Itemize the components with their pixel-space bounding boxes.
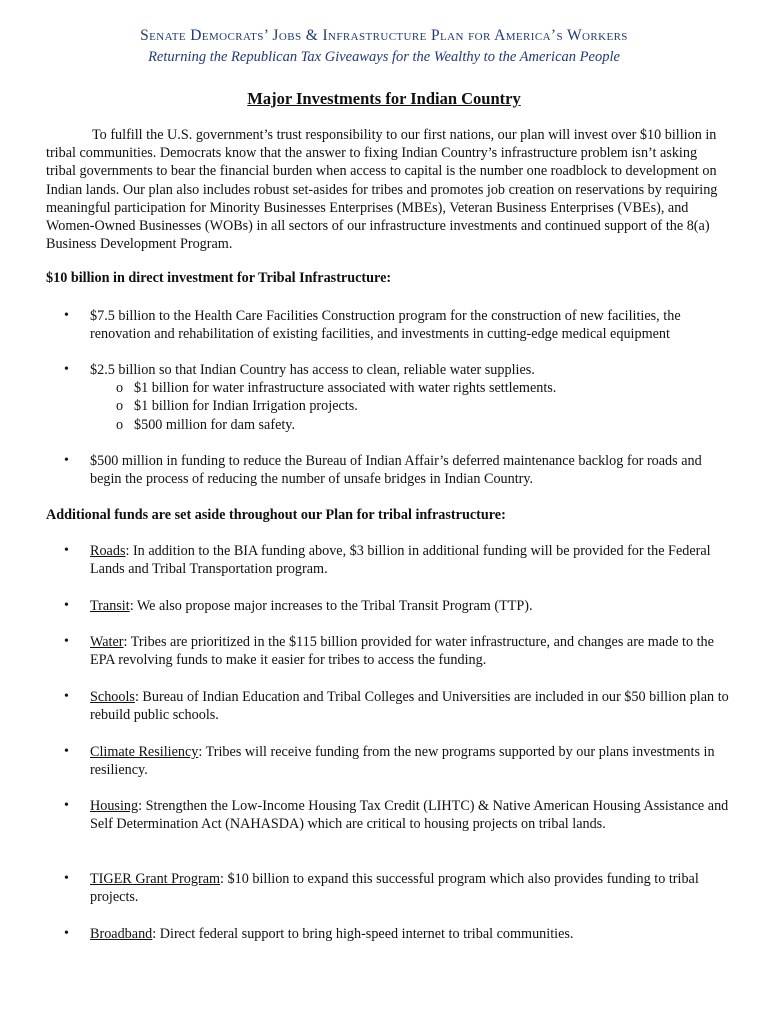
section-heading-direct-investment: $10 billion in direct investment for Tribal Infrastructure:	[46, 270, 392, 286]
bullet-glyph: •	[64, 362, 69, 377]
bullet-text	[90, 925, 730, 943]
bullet-transit	[46, 597, 726, 615]
bullet-glyph: •	[64, 689, 69, 704]
bullet-water	[46, 633, 726, 669]
sub-bullet-dam-safety	[116, 416, 726, 434]
bullet-text	[90, 597, 730, 615]
bullet-climate-resiliency	[46, 743, 726, 779]
bullet-body: : $10 billion to expand this successful program which also provides funding to tribal projects.	[90, 871, 699, 906]
bullet-text	[90, 743, 730, 779]
letterhead-title: Senate Democrats’ Jobs & Infrastructure Plan for America’s Workers	[140, 27, 628, 44]
bullet-body: : In addition to the BIA funding above, $3 billion in additional funding will be provided for the Federal Lands and Tribal Transportation program.	[90, 543, 711, 578]
bullet-body: : Bureau of Indian Education and Tribal Colleges and Universities are included in our $50 billion plan to rebuild public schools.	[90, 689, 729, 724]
bullet-text: $2.5 billion so that Indian Country has access to clean, reliable water supplies.	[90, 362, 535, 378]
sub-bullet-text: $500 million for dam safety.	[134, 416, 296, 433]
bullet-text	[90, 542, 730, 578]
bullet-text	[90, 797, 730, 833]
bullet-broadband	[46, 925, 726, 943]
bullet-label: Water	[90, 634, 124, 650]
sub-bullet-text: $1 billion for Indian Irrigation projects.	[134, 398, 358, 415]
bullet-text	[90, 870, 730, 906]
document-title: Major Investments for Indian Country	[247, 89, 521, 108]
bullet-schools	[46, 688, 729, 724]
bullet-glyph: •	[64, 871, 69, 886]
sub-bullet-glyph: o	[116, 398, 124, 415]
bullet-label: TIGER Grant Program	[90, 871, 221, 887]
sub-bullet-glyph: o	[116, 416, 124, 433]
bullet-glyph: •	[64, 744, 69, 759]
sub-bullet-glyph: o	[116, 380, 124, 397]
bullet-text	[90, 688, 730, 724]
bullet-glyph: •	[64, 308, 69, 323]
bullet-text	[90, 633, 730, 669]
bullet-glyph: •	[64, 598, 69, 613]
sub-bullet-irrigation	[116, 397, 726, 415]
bullet-bia-roads	[46, 452, 726, 488]
bullet-label: Transit	[90, 598, 130, 614]
bullet-roads	[46, 542, 726, 578]
bullet-label: Schools	[90, 689, 135, 705]
bullet-body: : Strengthen the Low-Income Housing Tax Credit (LIHTC) & Native American Housing Assistance and Self Determination Act (NAHASDA) which are critical to housing projects on tribal lands.	[90, 798, 729, 833]
bullet-water-supplies	[46, 361, 726, 434]
letterhead-subtitle: Returning the Republican Tax Giveaways for the Wealthy to the American People	[148, 49, 620, 65]
intro-paragraph: To fulfill the U.S. government’s trust responsibility to our first nations, our plan will invest over $10 billion in tribal communities. Democrats know that the answer to fixing Indian Country’s infrastructure problem isn’t asking tribal governments to bear the financial burden when access to capital is the number one roadblock to development on Indian lands. Our plan also includes robust set-asides for tribes and promotes job creation on reservations by requiring meaningful participation for Minority Businesses Enterprises (MBEs), Veteran Business Enterprises (VBEs), and Women-Owned Businesses (WOBs) in all sectors of our infrastructure investments and continued support of the 8(a) Business Development Program.	[46, 127, 718, 253]
bullet-glyph: •	[64, 453, 69, 468]
bullet-label: Climate Resiliency	[90, 744, 199, 760]
bullet-glyph: •	[64, 543, 69, 558]
bullet-tiger-grant	[46, 870, 726, 906]
bullet-body: : Tribes will receive funding from the new programs supported by our plans investments in resiliency.	[90, 744, 715, 779]
bullet-glyph: •	[64, 634, 69, 649]
section-heading-additional-funds: Additional funds are set aside throughout our Plan for tribal infrastructure:	[46, 507, 506, 523]
bullet-label: Housing	[90, 798, 139, 814]
bullet-label: Roads	[90, 543, 126, 559]
sub-bullet-water-rights	[116, 379, 726, 397]
bullet-body: : Direct federal support to bring high-speed internet to tribal communities.	[152, 926, 574, 942]
bullet-housing	[46, 797, 729, 833]
letterhead	[0, 26, 768, 66]
sub-bullet-text: $1 billion for water infrastructure associated with water rights settlements.	[134, 380, 557, 397]
bullet-body: : Tribes are prioritized in the $115 billion provided for water infrastructure, and changes are made to the EPA revolving funds to make it easier for tribes to access the funding.	[90, 634, 714, 669]
bullet-text: $7.5 billion to the Health Care Facilities Construction program for the construction of new facilities, the renovation and rehabilitation of existing facilities, and investments in cutting-edge medical equipment	[90, 308, 681, 343]
bullet-glyph: •	[64, 926, 69, 941]
bullet-glyph: •	[64, 798, 69, 813]
bullet-label: Broadband	[90, 926, 153, 942]
bullet-body: : We also propose major increases to the Tribal Transit Program (TTP).	[129, 598, 533, 614]
bullet-text: $500 million in funding to reduce the Bureau of Indian Affair’s deferred maintenance backlog for roads and begin the process of reducing the number of unsafe bridges in Indian Country.	[90, 453, 702, 488]
bullet-health-care	[46, 307, 726, 343]
